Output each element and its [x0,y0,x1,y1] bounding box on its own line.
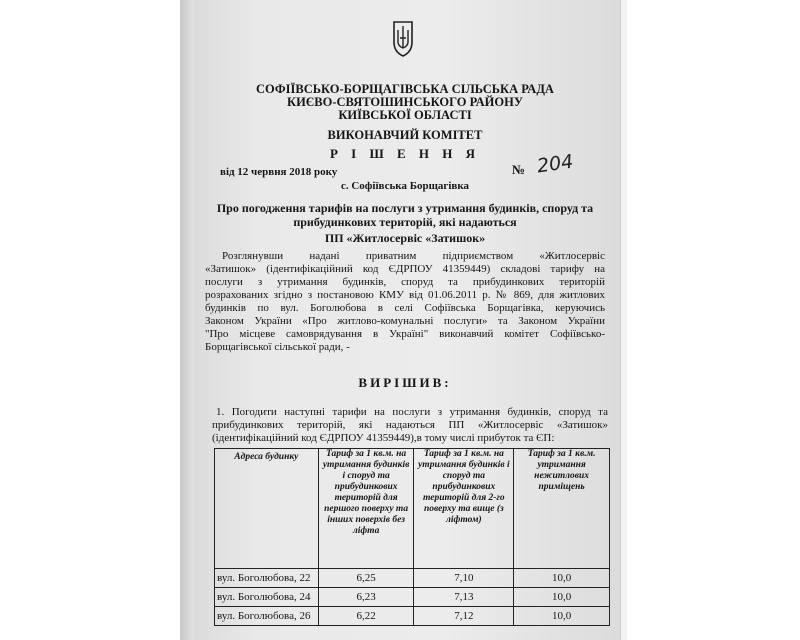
tariff-cell: 7,10 [414,569,514,588]
body-line: Законом України «Про житлово-комунальні послуги» та Законом України [205,315,605,327]
tariff-cell: 6,22 [318,607,414,626]
body-line: "Про місцеве самоврядування в Україні" виконавчий комітет Софіївсько- [205,328,605,340]
org-name-line1: СОФІЇВСЬКО-БОРЩАГІВСЬКА СІЛЬСЬКА РАДА [256,82,554,96]
org-name-line2: КИЄВО-СВЯТОШИНСЬКОГО РАЙОНУ [287,95,523,109]
table-row [215,607,610,626]
column-header-tariff-lift: Тариф за 1 кв.м. на утримання будинків і споруд та прибудинкових територій для 2-го поверху та вище (з ліфтом) [414,449,514,569]
body-line: Розглянувши надані приватним підприємством «Житлосервіс [222,250,605,262]
column-header-address: Адреса будинку [215,449,319,569]
tariff-cell: 7,12 [414,607,514,626]
body-line: послуги з утримання будинків, споруд та прибудинкових територій [205,276,605,288]
document-number: 204 [535,150,575,178]
tariff-cell: 6,23 [318,588,414,607]
coat-of-arms-icon [392,18,414,58]
tariff-cell: 10,0 [514,607,610,626]
resolve-heading: ВИРІШИВ: [358,375,452,390]
item1-line: прибудинкових територій, які надаються ПП «Житлосервіс «Затишок» [212,419,608,431]
tariff-cell: 7,13 [414,588,514,607]
body-line: Борщагівської сільської ради, - [205,341,350,353]
address-cell: вул. Боголюбова, 24 [215,588,319,607]
address-cell: вул. Боголюбова, 26 [215,607,319,626]
body-line: будинків по вул. Боголюбова в селі Софіївська Борщагівка, керуючись [205,302,605,314]
org-name-line3: КИЇВСЬКОЇ ОБЛАСТІ [338,108,472,122]
subject-line1: Про погодження тарифів на послуги з утримання будинків, споруд та [216,201,594,215]
tariff-table [214,448,610,626]
document-type: Р І Ш Е Н Н Я [329,146,481,161]
subject-line3: ПП «Житлосервіс «Затишок» [324,231,486,245]
column-header-tariff-nonresidential: Тариф за 1 кв.м. утримання нежитлових приміщень [514,449,610,569]
item1-line: 1. Погодити наступні тарифи на послуги з утримання будинків, споруд та [216,406,608,418]
table-row [215,588,610,607]
column-header-tariff-no-lift: Тариф за 1 кв.м. на утримання будинків і споруд та прибудинкових територій для першого поверху та інших поверхів без ліфта [318,449,414,569]
body-line: розрахованих згідно з постановою КМУ від 01.06.2011 р. № 869, для житлових [205,289,605,301]
item1-line: (ідентифікаційний код ЄДРПОУ 41359449),в тому числі прибуток та ЄП: [212,432,555,444]
tariff-cell: 10,0 [514,569,610,588]
tariff-cell: 6,25 [318,569,414,588]
table-row [215,569,610,588]
page-edge [620,0,627,640]
body-line: «Затишок» (ідентифікаційний код ЄДРПОУ 41359449) складові тарифу на [205,263,605,275]
table-header-row [215,449,610,569]
subject-line2: прибудинкових територій, які надаються [293,215,517,229]
committee-title: ВИКОНАВЧИЙ КОМІТЕТ [327,128,483,142]
address-cell: вул. Боголюбова, 22 [215,569,319,588]
number-label: № [512,162,526,177]
document-place: с. Софіївська Борщагівка [340,180,470,192]
tariff-cell: 10,0 [514,588,610,607]
document-date: від 12 червня 2018 року [220,166,338,178]
